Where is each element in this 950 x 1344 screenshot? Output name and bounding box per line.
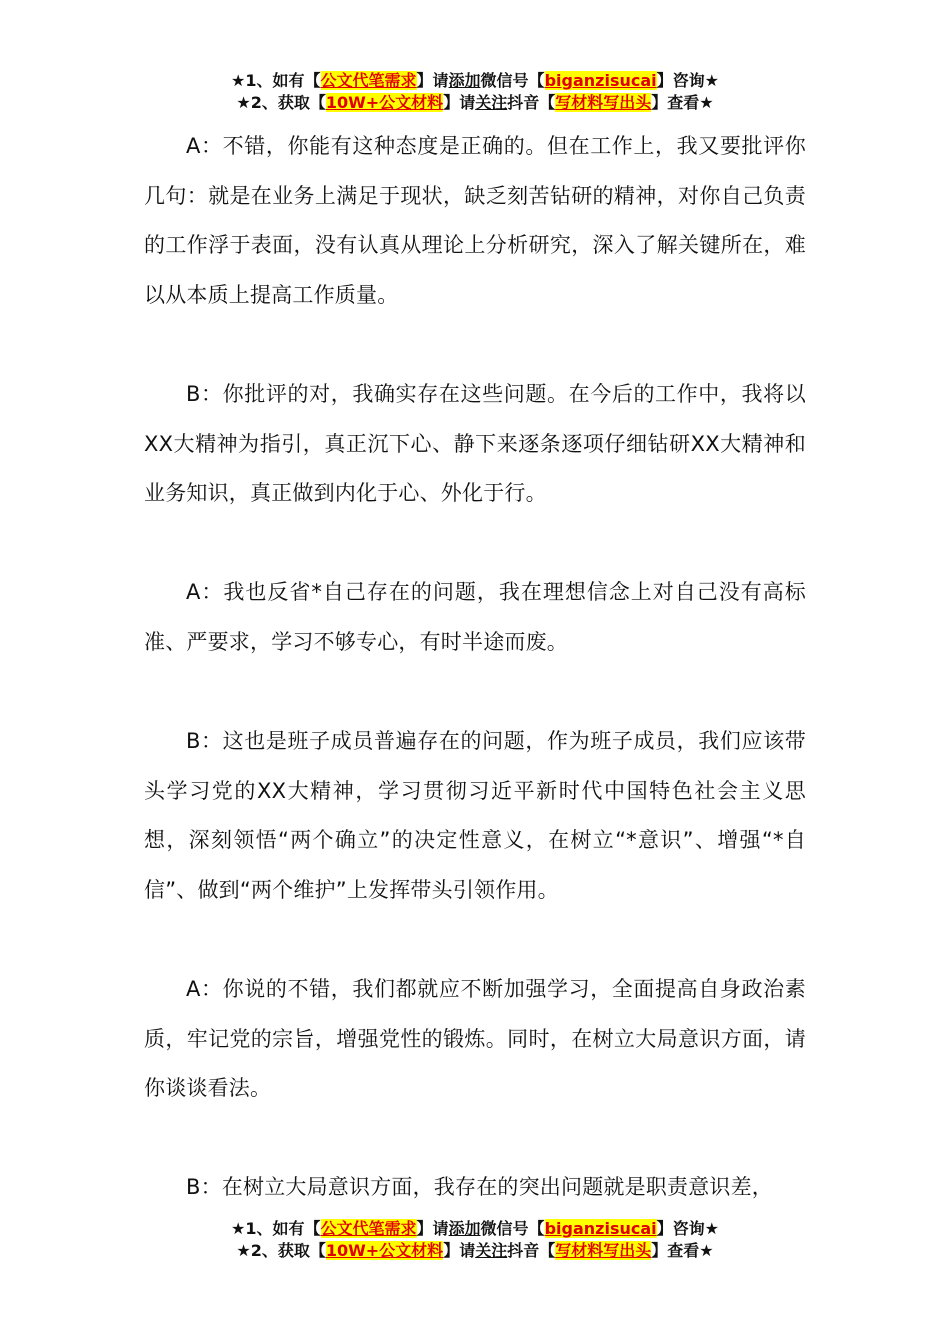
underline-text: 关注 (475, 93, 508, 112)
banner-text: 】请 (443, 93, 476, 112)
paragraph: A：不错，你能有这种态度是正确的。但在工作上，我又要批评你几句：就是在业务上满足于现状，缺乏刻苦钻研的精神，对你自己负责的工作浮于表面，没有认真从理论上分析研究，深入了解关键所在，难以从本质上提高工作质量。 (144, 134, 806, 307)
paragraph: B：你批评的对，我确实存在这些问题。在今后的工作中，我将以XX大精神为指引，真正沉下心、静下来逐条逐项仔细钻研XX大精神和业务知识，真正做到内化于心、外化于行。 (144, 381, 806, 506)
highlight-text: 10W+公文材料 (325, 1241, 444, 1260)
banner-text: ★1、如有【 (231, 71, 321, 90)
highlight-text: 公文代笔需求 (320, 1219, 417, 1238)
banner-text: 】查看★ (651, 1241, 714, 1260)
banner-line-1 (0, 70, 950, 92)
paragraph: A：我也反省*自己存在的问题，我在理想信念上对自己没有高标准、严要求，学习不够专心，有时半途而废。 (144, 580, 806, 654)
banner-text: ★1、如有【 (231, 1219, 321, 1238)
banner-line-1 (0, 1218, 950, 1240)
banner-text: 】请 (416, 1219, 449, 1238)
banner-text: ★2、获取【 (236, 1241, 326, 1260)
banner-text: 】咨询★ (656, 71, 719, 90)
banner-text: 】查看★ (651, 93, 714, 112)
underline-text: 关注 (475, 1241, 508, 1260)
highlight-text: 写材料写出头 (555, 1241, 652, 1260)
underline-text: 添加 (448, 1219, 481, 1238)
banner-text: 】咨询★ (656, 1219, 719, 1238)
banner-line-2 (0, 92, 950, 114)
underline-text: 添加 (448, 71, 481, 90)
paragraph: A：你说的不错，我们都就应不断加强学习，全面提高自身政治素质，牢记党的宗旨，增强党性的锻炼。同时，在树立大局意识方面，请你谈谈看法。 (144, 977, 806, 1101)
banner-text: 】请 (416, 71, 449, 90)
highlight-text: 10W+公文材料 (325, 93, 444, 112)
banner-text: 微信号【 (480, 1219, 545, 1238)
paragraph: B：这也是班子成员普遍存在的问题，作为班子成员，我们应该带头学习党的XX大精神，学习贯彻习近平新时代中国特色社会主义思想，深刻领悟“两个确立”的决定性意义，在树立“*意识”、增强“*自信”、做到“两个维护”上发挥带头引领作用。 (144, 729, 806, 902)
banner-line-2 (0, 1240, 950, 1262)
header-banner (0, 70, 950, 114)
banner-text: ★2、获取【 (236, 93, 326, 112)
highlight-text: 写材料写出头 (555, 93, 652, 112)
paragraph: B：在树立大局意识方面，我存在的突出问题就是职责意识差， (186, 1175, 774, 1200)
banner-text: 抖音【 (507, 93, 556, 112)
highlight-text: 公文代笔需求 (320, 71, 417, 90)
footer-banner (0, 1218, 950, 1262)
banner-text: 微信号【 (480, 71, 545, 90)
banner-text: 抖音【 (507, 1241, 556, 1260)
banner-text: 】请 (443, 1241, 476, 1260)
highlight-text: biganzisucai (544, 1219, 657, 1238)
document-body (144, 122, 806, 1263)
highlight-text: biganzisucai (544, 71, 657, 90)
